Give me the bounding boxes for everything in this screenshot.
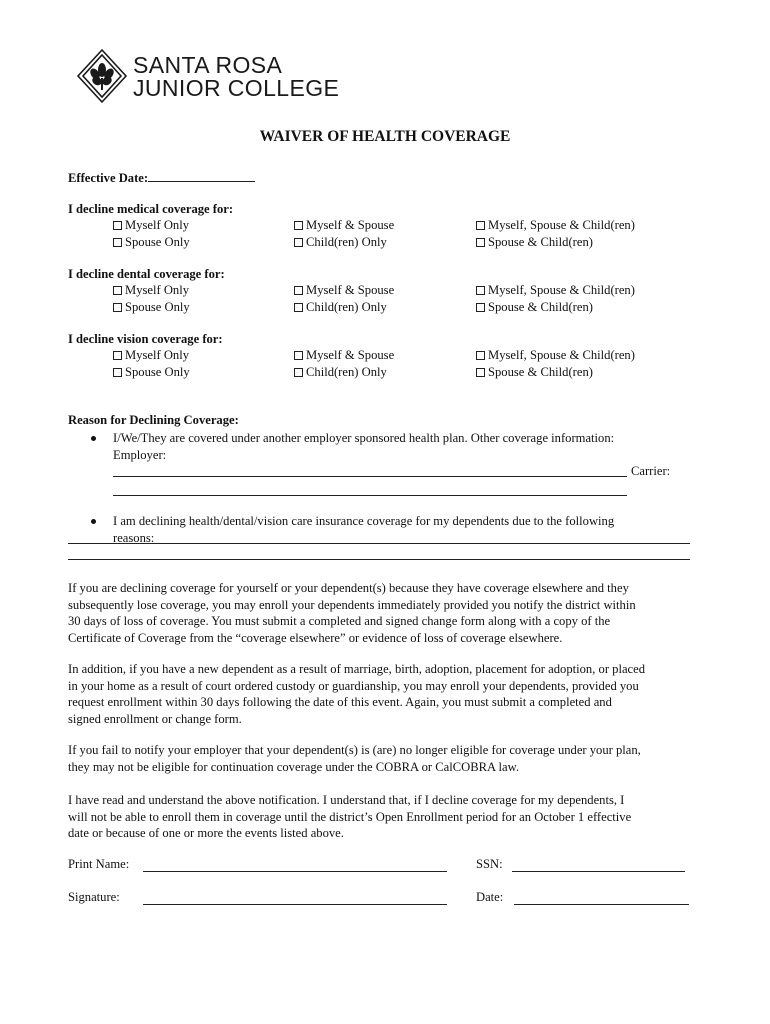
print-name-label: Print Name:	[68, 857, 130, 871]
dental-spouse-children[interactable]: Spouse & Child(ren)	[476, 300, 593, 315]
dental-myself-only[interactable]: Myself Only	[113, 283, 189, 298]
medical-myself-only[interactable]: Myself Only	[113, 218, 189, 233]
checkbox[interactable]	[476, 286, 485, 295]
checkbox[interactable]	[476, 238, 485, 247]
checkbox[interactable]	[113, 368, 122, 377]
vision-myself-only[interactable]: Myself Only	[113, 348, 189, 363]
medical-spouse-children[interactable]: Spouse & Child(ren)	[476, 235, 593, 250]
signature-label: Signature:	[68, 890, 120, 904]
vision-myself-spouse[interactable]: Myself & Spouse	[294, 348, 394, 363]
medical-myself-spouse[interactable]: Myself & Spouse	[294, 218, 394, 233]
vision-myself-spouse-children[interactable]: Myself, Spouse & Child(ren)	[476, 348, 635, 363]
date-field[interactable]	[514, 904, 689, 905]
carrier-label: Carrier:	[631, 464, 671, 478]
date-label: Date:	[476, 890, 504, 904]
paragraph-new-dependent: In addition, if you have a new dependent as a result of marriage, birth, adoption, placement for adoption, or placed in your home as a result of court ordered custody or guardianship, you may enroll your dependents, provided you request enrollment within 30 days following the date of this event. Again, you must submit a completed and signed enrollment or change form.	[68, 662, 646, 726]
paragraph-acknowledgement: I have read and understand the above notification. I understand that, if I decline coverage for my dependents, I will not be able to enroll them in coverage until the district’s Open Enrollment period for an October 1 effective date or because of one or more the events listed above.	[68, 793, 632, 840]
checkbox[interactable]	[113, 286, 122, 295]
medical-heading: I decline medical coverage for:	[68, 202, 234, 216]
vision-spouse-children[interactable]: Spouse & Child(ren)	[476, 365, 593, 380]
signature-field[interactable]	[143, 904, 447, 905]
checkbox[interactable]	[113, 238, 122, 247]
bullet-icon	[91, 436, 96, 441]
checkbox[interactable]	[476, 351, 485, 360]
checkbox[interactable]	[113, 351, 122, 360]
dental-spouse-only[interactable]: Spouse Only	[113, 300, 190, 315]
logo-text-line1: SANTA ROSA	[133, 52, 283, 78]
logo-text-line2: JUNIOR COLLEGE	[133, 75, 340, 101]
paragraph-cobra: If you fail to notify your employer that your dependent(s) is (are) no longer eligible for coverage under your plan, they may not be eligible for continuation coverage under the COBRA or CalCOBRA law.	[68, 743, 641, 774]
reasons-field-line-2[interactable]	[68, 559, 690, 560]
carrier-field[interactable]	[113, 495, 627, 496]
medical-children-only[interactable]: Child(ren) Only	[294, 235, 387, 250]
dental-children-only[interactable]: Child(ren) Only	[294, 300, 387, 315]
paragraph-loss-of-coverage: If you are declining coverage for yourself or your dependent(s) because they have coverage elsewhere and they subsequently lose coverage, you may enroll your dependents immediately provided you notify the district within 30 days of loss of coverage. You must submit a completed and signed change form along with a copy of the Certificate of Coverage from the “coverage elsewhere” or evidence of loss of coverage elsewhere.	[68, 581, 636, 645]
effective-date-field[interactable]	[148, 169, 255, 182]
checkbox[interactable]	[294, 368, 303, 377]
dental-myself-spouse[interactable]: Myself & Spouse	[294, 283, 394, 298]
medical-myself-spouse-children[interactable]: Myself, Spouse & Child(ren)	[476, 218, 635, 233]
vision-heading: I decline vision coverage for:	[68, 332, 223, 346]
checkbox[interactable]	[294, 351, 303, 360]
college-seal-logo	[76, 48, 128, 104]
checkbox[interactable]	[476, 303, 485, 312]
dental-myself-spouse-children[interactable]: Myself, Spouse & Child(ren)	[476, 283, 635, 298]
reason-dependents-text: I am declining health/dental/vision care insurance coverage for my dependents due to the following	[113, 514, 615, 528]
reasons-label: reasons:	[113, 531, 155, 545]
print-name-field[interactable]	[143, 871, 447, 872]
medical-spouse-only[interactable]: Spouse Only	[113, 235, 190, 250]
document-title: WAIVER OF HEALTH COVERAGE	[259, 128, 511, 145]
checkbox[interactable]	[294, 238, 303, 247]
ssn-label: SSN:	[476, 857, 503, 871]
checkbox[interactable]	[294, 303, 303, 312]
ssn-field[interactable]	[512, 871, 685, 872]
employer-field[interactable]	[113, 476, 627, 477]
checkbox[interactable]	[476, 368, 485, 377]
checkbox[interactable]	[294, 221, 303, 230]
effective-date-label: Effective Date:	[68, 171, 149, 185]
checkbox[interactable]	[113, 221, 122, 230]
employer-label: Employer:	[113, 448, 167, 462]
reasons-field-line-1[interactable]	[68, 543, 690, 544]
checkbox[interactable]	[113, 303, 122, 312]
reason-other-plan-text: I/We/They are covered under another employer sponsored health plan. Other coverage information:	[113, 431, 615, 445]
checkbox[interactable]	[294, 286, 303, 295]
vision-spouse-only[interactable]: Spouse Only	[113, 365, 190, 380]
reason-heading: Reason for Declining Coverage:	[68, 413, 239, 427]
vision-children-only[interactable]: Child(ren) Only	[294, 365, 387, 380]
checkbox[interactable]	[476, 221, 485, 230]
effective-date-row	[68, 169, 255, 186]
dental-heading: I decline dental coverage for:	[68, 267, 225, 281]
bullet-icon	[91, 519, 96, 524]
